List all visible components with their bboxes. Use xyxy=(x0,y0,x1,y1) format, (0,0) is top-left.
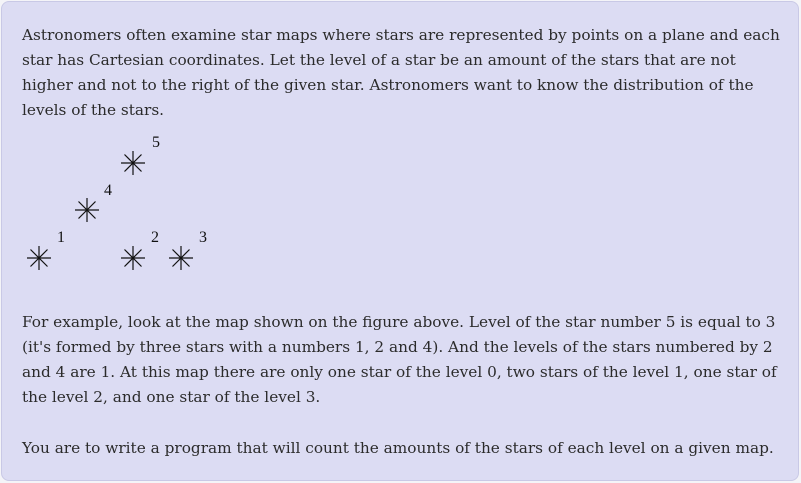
star-label-5: 5 xyxy=(152,134,160,151)
star-4 xyxy=(75,198,99,222)
task-paragraph: You are to write a program that will count the amounts of the stars of each level on a given map. xyxy=(22,439,774,457)
problem-card xyxy=(1,1,799,481)
star-5 xyxy=(121,151,145,175)
star-3 xyxy=(169,246,193,270)
intro-paragraph: Astronomers often examine star maps where stars are represented by points on a plane and each star has Cartesian coordinates. Let the level of a star be an amount of the stars that are not higher and not to the right of the given star. Astronomers want to know the distribution of the levels of the stars. xyxy=(22,26,780,119)
star-label-4: 4 xyxy=(104,182,112,199)
star-map-figure xyxy=(20,130,220,280)
star-label-2: 2 xyxy=(151,229,159,246)
star-map-svg xyxy=(20,130,220,280)
star-label-3: 3 xyxy=(199,229,207,246)
star-1 xyxy=(27,246,51,270)
star-2 xyxy=(121,246,145,270)
example-paragraph: For example, look at the map shown on the figure above. Level of the star number 5 is equal to 3 (it's formed by three stars with a numbers 1, 2 and 4). And the levels of the stars numbered by 2 and 4 are 1. At this map there are only one star of the level 0, two stars of the level 1, one star of the level 2, and one star of the level 3. xyxy=(22,313,777,406)
star-label-1: 1 xyxy=(57,229,65,246)
